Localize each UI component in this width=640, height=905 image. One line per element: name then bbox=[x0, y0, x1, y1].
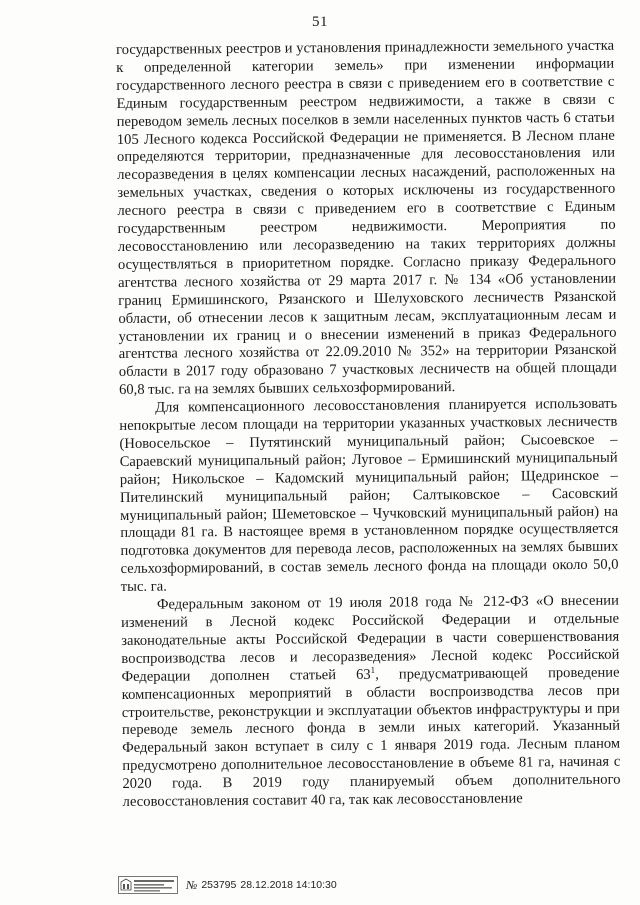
paragraph-3-part-1: Федеральным законом от 19 июля 2018 года № 212-ФЗ «О внесении изменений в Лесной кодекс Российской Федерации и отдельные законодательные акты Российской Федерации в части совершенствования воспроизводства лесов и лесоразведения» Лесной кодекс Российской Федерации дополнен статьей 63 bbox=[121, 592, 620, 685]
number-sign: № bbox=[186, 877, 198, 892]
registration-footer bbox=[118, 874, 337, 896]
page-number: 51 bbox=[312, 14, 328, 30]
paragraph-3-part-2: , предусматривающей проведение компенсационных мероприятий в области воспроизводства лесов при строительстве, реконструкции и эксплуатации объектов инфраструктуры и при переводе земель лесного фонда в земли иных категорий. Указанный Федеральный закон вступает в силу с 1 января 2019 года. Лесным планом предусмотрено дополнительное лесовосстановление в объеме 81 га, начиная с 2020 года. В 2019 году планируемый объем дополнительного лесовосстановления составит 40 га, так как лесовосстановление bbox=[121, 664, 621, 811]
registration-datetime: 28.12.2018 14:10:30 bbox=[240, 879, 337, 891]
paragraph-3 bbox=[121, 593, 621, 812]
superscript-article-suffix: 1 bbox=[370, 664, 376, 675]
registration-reference bbox=[186, 878, 337, 893]
paragraph-2: Для компенсационного лесовосстановления планируется использовать непокрытые лесом площади на территории указанных участковых лесничеств (Новосельское – Путятинский муниципальный район; Сысоевское – Сараевский муниципальный район; Луговое – Ермишинский муниципальный район; Никольское – Кадомский муниципальный район; Щедринское – Пителинский муниципальный район; Салтыковское – Сасовский муниципальный район; Шеметовское – Чучковский муниципальный район) на площади 81 га. В настоящее время в установленном порядке осуществляется подготовка документов для перевода лесов, расположенных на землях бывших сельхозформирований, в состав земель лесного фонда на площади около 50,0 тыс. га. bbox=[119, 395, 619, 596]
government-seal-stamp-icon bbox=[118, 876, 178, 894]
document-body bbox=[116, 38, 621, 812]
paragraph-1: государственных реестров и установления принадлежности земельного участка к определенной категории земель» при изменении информации государственного лесного реестра в связи с приведением его в соответствие с Единым государственным реестром недвижимости, а также в связи с переводом земель лесных поселков в земли населенных пунктов часть 6 статьи 105 Лесного кодекса Российской Федерации не применяется. В Лесном плане определяются территории, предназначенные для лесовосстановления или лесоразведения в целях компенсации лесных насаждений, расположенных на земельных участках, сведения о которых исключены из государственного лесного реестра в связи с приведением его в соответствие с Единым государственным реестром недвижимости. Мероприятия по лесовосстановлению или лесоразведению на таких территориях должны осуществляться в приоритетном порядке. Согласно приказу Федерального агентства лесного хозяйства от 29 марта 2017 г. № 134 «Об установлении границ Ермишинского, Рязанского и Шелуховского лесничеств Рязанской области, об отнесении лесов к защитным лесам, эксплуатационным лесам и установлении их границ и о внесении изменений в приказ Федерального агентства лесного хозяйства от 22.09.2010 № 352» на территории Рязанской области в 2017 году образовано 7 участковых лесничеств на общей площади 60,8 тыс. га на землях бывших сельхозформирований. bbox=[116, 37, 617, 399]
document-id: 253795 bbox=[201, 879, 237, 891]
